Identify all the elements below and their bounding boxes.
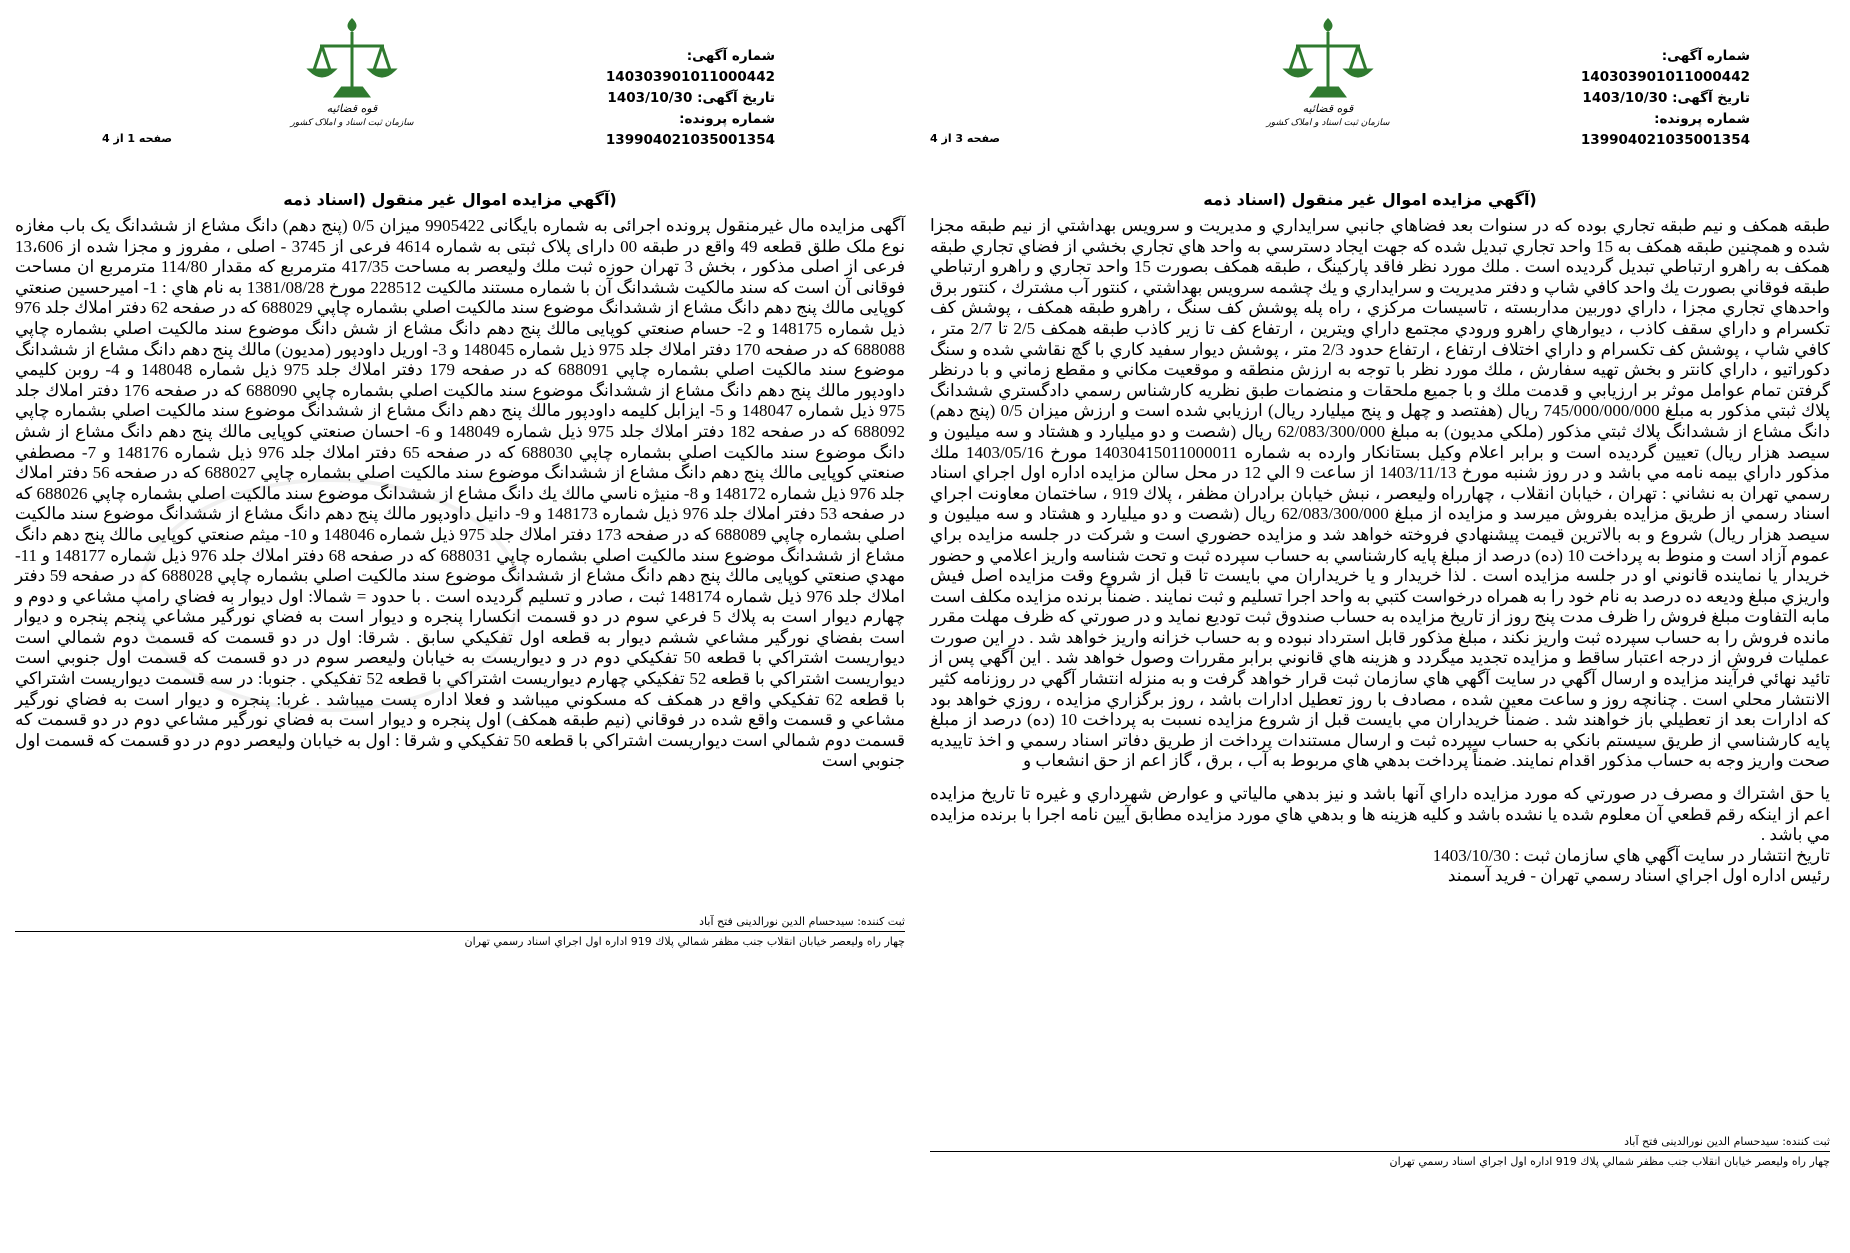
ad-number-row xyxy=(1490,46,1750,88)
header-meta xyxy=(515,46,775,151)
ad-date-label: تاریخ آگهی: xyxy=(1672,90,1750,106)
publication-date-line: تاريخ انتشار در سايت آگهي هاي سازمان ثبت : 1403/10/30 xyxy=(1432,845,1830,865)
ad-number: 140303901011000442 xyxy=(1580,69,1750,85)
ad-date: 1403/10/30 xyxy=(607,90,693,106)
document-title: (آگهي مزايده اموال غير منقول (اسناد ذمه xyxy=(1203,190,1537,209)
ad-date-row xyxy=(1490,88,1750,109)
case-number-row xyxy=(1490,109,1750,151)
registrar-label: ثبت کننده: xyxy=(857,915,905,928)
case-number-label: شماره پرونده: xyxy=(679,111,775,127)
footer-divider xyxy=(930,1151,1830,1152)
ad-number-label: شماره آگهی: xyxy=(1661,48,1750,64)
document-title: (آگهي مزايده اموال غير منقول (اسناد ذمه xyxy=(283,190,617,209)
registrar-row xyxy=(15,915,905,928)
registrar-row xyxy=(930,1135,1830,1148)
document-page-3 xyxy=(930,0,1830,1253)
office-address: چهار راه وليعصر خيابان انقلاب جنب مظفر شمالي پلاك 919 اداره اول اجراي اسناد رسمي تهران xyxy=(1389,1155,1830,1168)
logo-caption-registration: سازمان ثبت اسناد و املاک کشور xyxy=(290,118,414,128)
page-footer xyxy=(15,915,905,948)
document-body xyxy=(930,216,1830,887)
logo-caption-judiciary: قوه قضائیه xyxy=(1302,102,1354,115)
ad-date-label: تاریخ آگهی: xyxy=(697,90,775,106)
judiciary-logo xyxy=(292,14,412,139)
judiciary-logo xyxy=(1268,14,1388,139)
registrar-name: سیدحسام الدین نورالدینی فتح آباد xyxy=(699,915,854,928)
page-number: صفحه 1 از 4 xyxy=(102,132,173,145)
registrar-name: سیدحسام الدین نورالدینی فتح آباد xyxy=(1624,1135,1779,1148)
case-number-row xyxy=(515,109,775,151)
ad-number: 140303901011000442 xyxy=(605,69,775,85)
document-body xyxy=(15,216,905,772)
footer-divider xyxy=(15,931,905,932)
header-meta xyxy=(1490,46,1750,151)
ad-number-label: شماره آگهی: xyxy=(686,48,775,64)
office-address: چهار راه وليعصر خيابان انقلاب جنب مظفر شمالي پلاك 919 اداره اول اجراي اسناد رسمي تهران xyxy=(464,935,905,948)
page-number: صفحه 3 از 4 xyxy=(930,132,1001,145)
ad-date: 1403/10/30 xyxy=(1582,90,1668,106)
ad-date-row xyxy=(515,88,775,109)
logo-caption-judiciary: قوه قضائیه xyxy=(326,102,378,115)
body-paragraph: آگهی مزایده مال غیرمنقول پرونده اجرائی به شماره بایگانی 9905422 میزان 0/5 (پنج دهم) دانگ مشاع از ششدانگ یک باب مغازه نوع ملک طلق قطعه 49 واقع در طبقه 00 دارای پلاک ثبتی به شماره 4614 فرعی از 3745 - اصلی ، مفروز و مجزا شده از 13،606 فرعی از اصلی مذکور ، بخش 3 تهران حوزه ثبت ملك وليعصر به مساحت 417/35 مترمربع كه مقدار 114/80 مترمربع ان مساحت فوقانی آن است که سند مالکیت ششدانگ آن با شماره مستند مالکیت 228512 مورخ 1381/08/28 به نام هاي : 1- امیرحسین صنعتي کوپایی مالك پنج دهم دانگ مشاع از ششدانگ موضوع سند مالکیت اصلي بشماره چاپي 688029 كه در صفحه 62 دفتر املاك جلد 976 ذيل شماره 148175 و 2- حسام صنعتي کوپایی مالك پنج دهم دانگ مشاع از شش دانگ موضوع سند مالکیت اصلي بشماره چاپي 688088 كه در صفحه 170 دفتر املاك جلد 975 ذیل شماره 148045 و 3- اوريل داودپور (مديون) مالك پنج دهم دانگ مشاع از ششدانگ موضوع سند مالکیت اصلي بشماره چاپي 688091 كه در صفحه 179 دفتر املاك جلد 975 ذيل شماره 148048 و 4- روبن كليمي داودپور مالك پنج دهم دانگ مشاع از ششدانگ موضوع سند مالکیت اصلي بشماره چاپي 688090 كه در صفحه 176 دفتر املاك جلد 975 ذيل شماره 148047 و 5- ايزابل كليمه داودپور مالك پنج دهم دانگ مشاع از ششدانگ موضوع سند مالکیت اصلي بشماره چاپي 688092 كه در صفحه 182 دفتر املاك جلد 975 ذيل شماره 148049 و 6- احسان صنعتي کوپایی مالك پنج دهم دانگ مشاع از شش دانگ موضوع سند مالکیت اصلي بشماره چاپي 688030 كه در صفحه 65 دفتر املاك جلد 976 ذيل شماره 148176 و 7- مصطفي صنعتي کوپایی مالك پنج دهم دانگ مشاع از ششدانگ موضوع سند مالکیت اصلي بشماره چاپي 688027 كه در صفحه 56 دفتر املاك جلد 976 ذيل شماره 148172 و 8- منيژه ناسي مالك يك دانگ مشاع از ششدانگ موضوع سند مالکیت اصلي بشماره چاپي 688026 كه در صفحه 53 دفتر املاك جلد 976 ذيل شماره 148173 و 9- دانيل داودپور مالك پنج دهم دانگ مشاع از ششدانگ موضوع سند مالکیت اصلي بشماره چاپي 688089 كه در صفحه 173 دفتر املاك جلد 975 ذيل شماره 148046 و 10- ميثم صنعتي کوپایی مالك پنج دهم دانگ مشاع از ششدانگ موضوع سند مالکیت اصلي بشماره چاپي 688031 كه در صفحه 68 دفتر املاك جلد 976 ذيل شماره 148177 و 11- مهدي صنعتي کوپایی مالك پنج دهم دانگ مشاع از ششدانگ موضوع سند مالکیت اصلي بشماره چاپي 688028 كه در صفحه 59 دفتر املاك جلد 976 ذيل شماره 148174 ثبت ، صادر و تسليم گرديده است . با حدود = شمالا: اول ديوار به فضاي رامپ مشاعي و دوم و چهارم ديوار است به پلاك 5 فرعي سوم در دو قسمت انكسارا پنجره و ديوار است به فضاي نورگير مشاعي پنجم پنجره و ديوار است بفضاي نورگير مشاعي ششم ديوار به قطعه اول تفكيكي سابق . شرقا: اول در دو قسمت كه قسمت دوم شمالي است ديواريست اشتراكي با قطعه 50 تفكيكي دوم در و ديواريست به خيابان وليعصر سوم در دو قسمت كه قسمت اول جنوبي است ديواريست اشتراكي با قطعه 52 تفكيكي چهارم ديواريست اشتراكي با قطعه 52 تفكيكي . جنوبا: در سه قسمت ديواريست اشتراكي با قطعه 62 تفكيكي واقع در همكف كه مسكوني ميباشد و فعلا اداره پست ميباشد . غربا: پنجره و ديوار است به فضاي نورگير مشاعي و قسمت واقع شده در فوقاني (نيم طبقه همكف) اول پنجره و ديوار است به فضاي نورگير مشاعي دوم در دو قسمت كه قسمت دوم شمالي است ديواريست اشتراكي با قطعه 50 تفكيكي و شرقا : اول به خيابان وليعصر دوم در دو قسمت كه قسمت اول جنوبي است xyxy=(15,216,906,771)
document-page-1 xyxy=(10,0,910,1253)
page-footer xyxy=(930,1135,1830,1168)
case-number: 139904021035001354 xyxy=(605,132,775,148)
signatory-line: رئيس اداره اول اجراي اسناد رسمي تهران - فريد آسمند xyxy=(1447,866,1830,886)
logo-caption-registration: سازمان ثبت اسناد و املاک کشور xyxy=(1266,118,1390,128)
case-number: 139904021035001354 xyxy=(1580,132,1750,148)
ad-number-row xyxy=(515,46,775,88)
body-paragraph: يا حق اشتراك و مصرف در صورتي كه مورد مزايده داراي آنها باشد و نيز بدهي مالياتي و عوارض شهرداري و غيره تا تاريخ مزايده اعم از اينكه رقم قطعي آن معلوم شده يا نشده باشد و كليه هزينه ها و بدهي هاي مورد مزايده مطابق آيين نامه اجرا با برنده مزايده مي باشد . xyxy=(930,784,1830,845)
body-paragraph: طبقه همكف و نيم طبقه تجاري بوده كه در سنوات بعد فضاهاي جانبي سرايداري و مديريت و سرويس بهداشتي از نيم طبقه مجزا شده و همچنين طبقه همكف به 15 واحد تجاري تبديل شده كه جهت ايجاد دسترسي به واحد هاي تجاري بخشي از فضاي تجاري طبقه همكف به راهرو ارتباطي تبديل گرديده است . ملك مورد نظر فاقد پاركينگ ، طبقه همكف بصورت 15 واحد تجاري و راهرو ارتباطي طبقه فوقاني بصورت يك واحد كافي شاپ و دفتر مديريت و سرايداري و يك چشمه سرويس بهداشتي ، كنتور آب مشترك ، كنتور برق واحدهاي تجاري مجزا ، داراي دوربين مداربسته ، تاسيسات مركزي ، راه پله پوشش كف سنگ ، راهرو طبقه همكف ، پوشش كف تكسرام و داراي سقف كاذب ، ديوارهاي راهرو ورودي مجتمع داراي ويترين ، ارتفاع كف تا زير كاذب طبقه همكف 2/5 تا 2/7 متر ، كافي شاپ ، پوشش كف تكسرام و داراي اختلاف ارتفاع ، ارتفاع حدود 2/3 متر ، پوشش ديوار سفيد كاري با گچ نقاشي شده و سنگ دكوراتيو ، داراي كانتر و بخش تهيه سفارش ، ملك مورد نظر با توجه به ارزش منطقه و موقعيت مكاني و مقطع زماني و با درنظر گرفتن تمام عوامل موثر بر ارزيابي و قدمت ملك و با جميع ملحقات و منضمات طبق نظريه كارشناس رسمي دادگستري ششدانگ پلاك ثبتي مذكور به مبلغ 745/000/000/000 ريال (هفتصد و چهل و پنج ميليارد ريال) ارزيابي شده است و ارزش ميزان 0/5 (پنج دهم) دانگ مشاع از ششدانگ پلاك ثبتي مذكور (ملكي مديون) به مبلغ 62/083/300/000 ريال (شصت و دو ميليارد و هشتاد و سه ميليون و سيصد هزار ريال) تعيين گرديده است و برابر اعلام وكيل بستانكار وارده به شماره 14030415011000011 مورخ 1403/05/16 ملك مذكور داراي بيمه نامه مي باشد و در روز شنبه مورخ 1403/11/13 از ساعت 9 الي 12 در محل سالن مزايده اداره اول اجراي اسناد رسمي تهران به نشاني : تهران ، خيابان انقلاب ، چهارراه وليعصر ، نبش خيابان برادران مظفر ، پلاك 919 ، ساختمان معاونت اجراي اسناد رسمي از طريق مزايده بفروش ميرسد و مزايده از مبلغ 62/083/300/000 ريال (شصت و دو ميليارد و هشتاد و سه ميليون و سيصد هزار ريال) شروع و به بالاترين قيمت پيشنهادي فروخته خواهد شد و مزايده حضوري است و شركت در جلسه مزايده براي عموم آزاد است و منوط به پرداخت 10 (ده) درصد از مبلغ پايه كارشناسي به حساب سپرده ثبت و تحت شناسه واريز اعلامي و حضور خريدار يا نماينده قانوني او در جلسه مزايده است . لذا خريدار و يا خريداران مي بايست تا قبل از شروع وقت مزايده اصل فيش واريزي مبلغ وديعه ده درصد به نام خود را به همراه درخواست كتبي به واحد اجرا تسليم و ثبت نمايند . ضمناً برنده مزايده مكلف است مابه التفاوت مبلغ فروش را ظرف مدت پنج روز از تاريخ مزايده به حساب صندوق ثبت توديع نمايد و در صورتي كه ظرف مهلت مقرر مانده فروش را به حساب سپرده ثبت واريز نكند ، مبلغ مذكور قابل استرداد نبوده و به حساب خزانه واريز خواهد شد . در اين صورت عمليات فروش از درجه اعتبار ساقط و مزايده تجديد ميگردد و هزينه هاي قانوني برابر مقررات وصول خواهد شد . اين آگهي پس از تائيد نهائي فرآيند مزايده و ارسال آگهي در سايت آگهي هاي سازمان ثبت قرار خواهد گرفت و به منزله انتشار آگهي در روزنامه كثير الانتشار محلي است . چنانچه روز و ساعت معين شده ، مصادف با روز تعطيل ادارات باشد ، روز برگزاري مزايده ، روزي خواهد بود كه ادارات بعد از تعطيلي باز خواهند شد . ضمناً خريداران مي بايست قبل از شروع مزايده نسبت به پرداخت 10 (ده) درصد از مبلغ پايه كارشناسي از طريق سيستم بانكي به حساب سپرده ثبت و ارسال مستندات پرداخت از طريق دفاتر اسناد رسمي و اخذ تاييديه صحت واريز وجه به حساب مذكور اقدام نمايند. ضمناً پرداخت بدهي هاي مربوط به آب ، برق ، گاز اعم از حق انشعاب و xyxy=(930,216,1831,771)
registrar-label: ثبت کننده: xyxy=(1782,1135,1830,1148)
case-number-label: شماره پرونده: xyxy=(1654,111,1750,127)
